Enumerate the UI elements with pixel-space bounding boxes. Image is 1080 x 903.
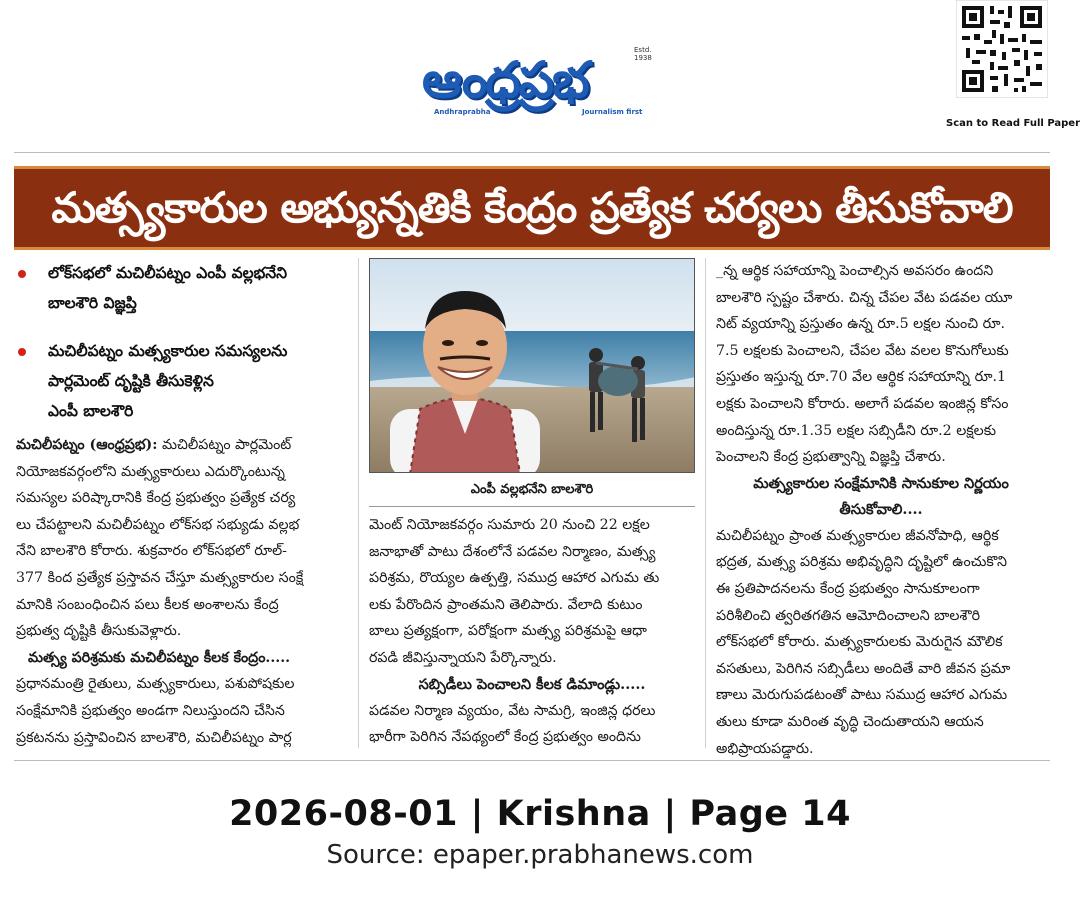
- col3-line: అందిస్తున్న రూ.1.35 లక్షల సబ్సిడీని రూ.2 లక్షలకు: [716, 422, 997, 439]
- col2-line: మెంట్ నియోజకవర్గం సుమారు 20 నుంచి 22 లక్షల: [369, 517, 650, 533]
- article-column-3: [716, 258, 1046, 762]
- col2-line: లకు పేరొందిన ప్రాంతమని తెలిపారు. వేలాది కుటుం: [369, 596, 643, 613]
- column-divider-2: [705, 258, 706, 748]
- bullet-1-line-1: లోక్‌సభలో మచిలీపట్నం ఎంపీ వల్లభనేని: [48, 264, 287, 282]
- divider-top: [14, 152, 1050, 153]
- col3-line: పరిశీలించి త్వరితగతిన ఆమోదించాలని బాలశౌరి: [716, 607, 980, 624]
- col3-line: _న్న ఆర్థిక సహాయాన్ని పెంచాల్సిన అవసరం ఉందని: [716, 263, 994, 279]
- col3-line: బాలశౌరి స్పష్టం చేశారు. చిన్న చేపల వేట పడవల యూ: [716, 289, 1013, 306]
- red-dot-icon: [18, 348, 26, 356]
- col1-line-1: [16, 432, 352, 459]
- col1-line: లు చేపట్టాలని మచిలీపట్నం లోక్‌సభ సభ్యుడు వల్లభ: [16, 516, 300, 533]
- col2-line: రపడి జీవిస్తున్నాయని పేర్కొన్నారు.: [369, 649, 557, 666]
- col3-line: అభిప్రాయపడ్డారు.: [716, 740, 814, 757]
- col2-line: జనాభాతో పాటు దేశంలోనే పడవల నిర్మాణం, మత్స్య: [369, 543, 656, 560]
- headline-text: మత్స్యకారుల అభ్యున్నతికి కేంద్రం ప్రత్యేక చర్యలు తీసుకోవాలి: [51, 183, 1013, 232]
- col1-line: ప్రధానమంత్రి రైతులు, మత్స్యకారులు, పశుపోషకుల: [16, 676, 295, 693]
- red-dot-icon: [18, 270, 26, 278]
- col3-subhead-line-1: మత్స్యకారుల సంక్షేమానికి సానుకూల నిర్ణయం: [753, 474, 1009, 492]
- col1-line: ప్రకటనను ప్రస్తావించిన బాలశౌరి, మచిలీపట్నం పార్ల: [16, 729, 292, 746]
- col1-line: 377 కింద ప్రత్యేక ప్రస్తావన చేస్తూ మత్స్యకారుల సంక్షే: [16, 569, 304, 586]
- col2-line: పరిశ్రమ, రొయ్యల ఉత్పత్తి, సముద్ర ఆహార ఎగుమ తు: [369, 570, 660, 587]
- col1-text: మచిలీపట్నం పార్లమెంట్: [161, 437, 292, 453]
- bullet-item-2: [48, 336, 354, 426]
- qr-caption: Scan to Read Full Paper: [946, 118, 1080, 129]
- col2-subhead: సబ్సిడీలు పెంచాలని కీలక డిమాండ్లు.....: [418, 675, 646, 693]
- col3-subhead-line-2: తీసుకోవాలి....: [839, 500, 923, 518]
- mp-photo: [369, 258, 695, 473]
- col3-line: లక్షకు పెంచాలని కోరారు. అలాగే పడవల ఇంజిన్ల కోసం: [716, 395, 1009, 412]
- col3-line: తులు కూడా మరింత వృద్ధి చెందుతాయని ఆయన: [716, 713, 984, 730]
- col1-line: నేని బాలశౌరి కోరారు. శుక్రవారం లోక్‌సభలో రూల్-: [16, 543, 287, 560]
- logo-tagline-left: Andhraprabha: [434, 108, 491, 116]
- col3-line: లోక్‌సభలో కోరారు. మత్స్యకారులకు మెరుగైన మౌలిక: [716, 634, 1003, 651]
- col3-line: ఈ ప్రతిపాదనలను కేంద్ర ప్రభుత్వం సానుకూలంగా: [716, 580, 980, 597]
- bullet-1-line-2: బాలశౌరి విజ్ఞప్తి: [48, 294, 137, 312]
- col1-line: ప్రభుత్వ దృష్టికి తీసుకువెళ్లారు.: [16, 623, 182, 640]
- col3-line: ణాలు మెరుగుపడటంతో పాటు సముద్ర ఆహార ఎగుమ: [716, 687, 1008, 704]
- edition-info: 2026-08-01 | Krishna | Page 14: [229, 794, 851, 834]
- bullet-2-line-2: పార్లమెంట్ దృష్టికి తీసుకెళ్లిన: [48, 372, 214, 390]
- column-divider-1: [358, 258, 359, 748]
- col1-line: నియోజకవర్గంలోని మత్స్యకారులు ఎదుర్కొంటున్న: [16, 463, 285, 480]
- col3-line: భద్రత, మత్స్య పరిశ్రమ అభివృద్ధిని దృష్టిలో ఉంచుకొని: [716, 554, 1007, 571]
- qr-code-icon[interactable]: [956, 0, 1048, 98]
- estd-label: Estd. 1938: [634, 46, 652, 62]
- col1-subhead: మత్స్య పరిశ్రమకు మచిలీపట్నం కీలక కేంద్రం.....: [28, 649, 291, 666]
- bullet-2-line-3: ఎంపీ బాలశౌరి: [48, 402, 134, 420]
- logo-tagline-right: Journalism first: [582, 108, 643, 116]
- col2-line: బాలు ప్రత్యక్షంగా, పరోక్షంగా మత్స్య పరిశ్రమపై ఆధా: [369, 623, 647, 640]
- article-column-2: [369, 512, 695, 751]
- dateline: మచిలీపట్నం (ఆంధ్రప్రభ):: [16, 437, 158, 453]
- col3-line: 7.5 లక్షలకు పెంచాలని, చేపల వేట వలల కొనుగోలుకు: [716, 342, 1009, 359]
- divider-bottom: [14, 760, 1050, 761]
- col3-line: నిట్ వ్యయాన్ని ప్రస్తుతం ఉన్న రూ.5 లక్షల నుంచి రూ.: [716, 316, 1006, 333]
- col3-line: పెంచాలని కేంద్ర ప్రభుత్వాన్ని విజ్ఞప్తి చేశారు.: [716, 449, 946, 466]
- col1-line: సంక్షేమానికి ప్రభుత్వం అండగా నిలుస్తుందని చేసిన: [16, 702, 285, 719]
- bullet-2-line-1: మచిలీపట్నం మత్స్యకారుల సమస్యలను: [48, 342, 288, 360]
- masthead-logo: [410, 42, 670, 122]
- bullet-item-1: [48, 258, 354, 318]
- col2-line: భారీగా పెరిగిన నేపథ్యంలో కేంద్ర ప్రభుత్వం అందిను: [369, 729, 641, 746]
- source-link[interactable]: Source: epaper.prabhanews.com: [326, 840, 754, 870]
- photo-caption: ఎంపీ వల్లభనేని బాలశౌరి: [470, 482, 594, 497]
- col1-line: మానికి సంబంధించిన పలు కీలక అంశాలను కేంద్ర: [16, 596, 279, 613]
- col3-line: మచిలీపట్నం ప్రాంత మత్స్యకారుల జీవనోపాధి, ఆర్థిక: [716, 527, 999, 544]
- headline-banner: [14, 166, 1050, 250]
- caption-divider: [369, 506, 695, 507]
- col3-line: వసతులు, పెరిగిన సబ్సిడీలు అందితే వారి జీవన ప్రమా: [716, 660, 1011, 677]
- col3-line: ప్రస్తుతం ఇస్తున్న రూ.70 వేల ఆర్థిక సహాయాన్ని రూ.1: [716, 369, 1007, 386]
- logo-wordmark: ఆంధ్రప్రభ: [422, 51, 588, 109]
- col1-line: సమస్యల పరిష్కారానికి కేంద్ర ప్రభుత్వం ప్రత్యేక చర్య: [16, 490, 296, 507]
- col2-line: పడవల నిర్మాణ వ్యయం, వేట సామగ్రి, ఇంజిన్ల ధరలు: [369, 702, 656, 719]
- article-column-1: [16, 432, 352, 751]
